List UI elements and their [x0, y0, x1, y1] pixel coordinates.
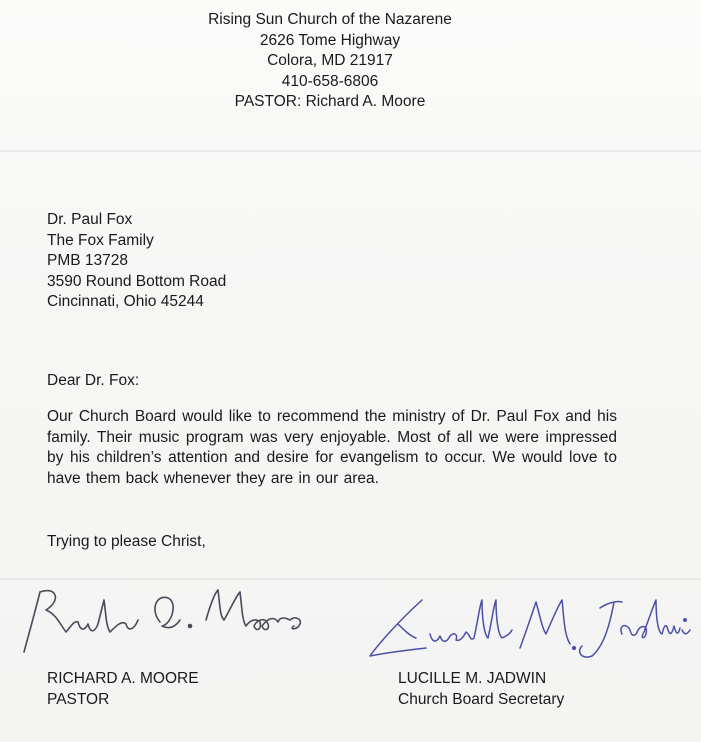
- signatory-pastor: [47, 669, 199, 710]
- signatory-name: RICHARD A. MOORE: [47, 670, 199, 687]
- signature-richard-moore: [10, 580, 310, 660]
- letterhead: [160, 10, 500, 113]
- church-name: Rising Sun Church of the Nazarene: [208, 11, 452, 28]
- church-pastor: PASTOR: Richard A. Moore: [234, 93, 426, 110]
- signatory-name: LUCILLE M. JADWIN: [398, 670, 547, 687]
- recipient-org: The Fox Family: [47, 231, 154, 249]
- recipient-name: Dr. Paul Fox: [47, 211, 133, 228]
- church-city: Colora, MD 21917: [267, 52, 393, 69]
- letter-body: Our Church Board would like to recommend the ministry of Dr. Paul Fox and his family. Their music program was very enjoyable. Most of all we were impressed by his children’s attention and desire for evangelism to occur. We would love to have them back whenever they are in our area.: [47, 408, 617, 487]
- closing: Trying to please Christ,: [47, 533, 206, 550]
- signature-lucille-jadwin: [360, 590, 695, 670]
- church-street: 2626 Tome Highway: [259, 31, 401, 49]
- recipient-pmb: PMB 13728: [47, 252, 128, 269]
- church-phone: 410-658-6806: [281, 72, 379, 90]
- recipient-address: [47, 210, 226, 313]
- recipient-city: Cincinnati, Ohio 45244: [47, 293, 204, 310]
- signatory-secretary: [398, 669, 564, 710]
- recipient-street: 3590 Round Bottom Road: [47, 272, 227, 290]
- signatory-title: Church Board Secretary: [398, 690, 565, 708]
- signatory-title: PASTOR: [47, 690, 110, 708]
- salutation: Dear Dr. Fox:: [47, 372, 140, 389]
- paper-fold: [0, 150, 701, 152]
